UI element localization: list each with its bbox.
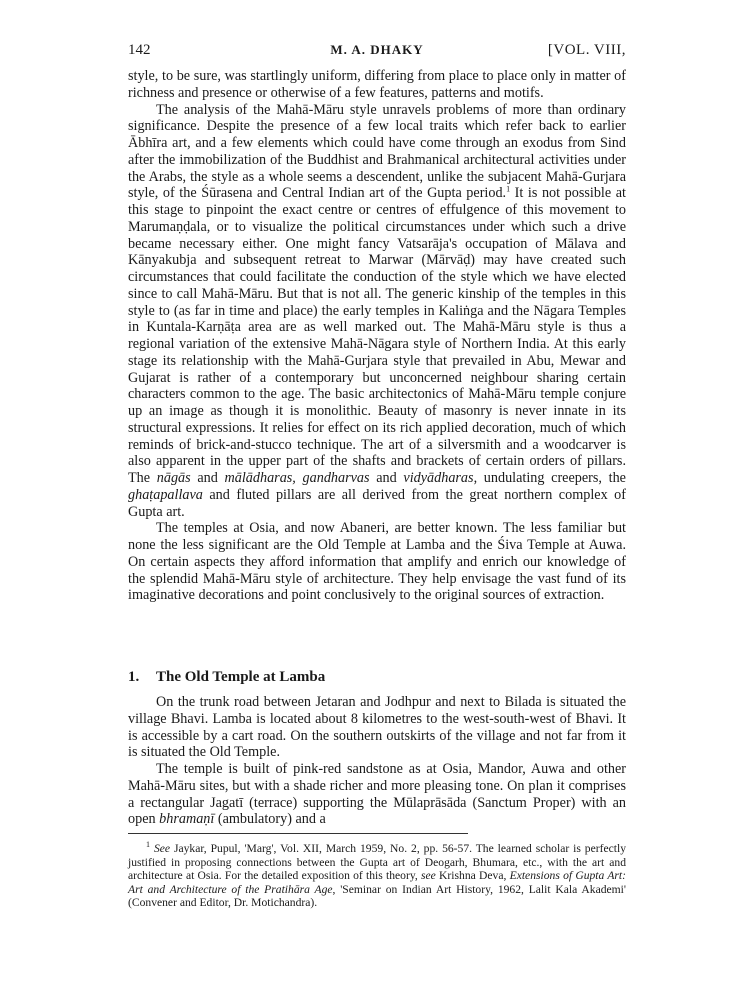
- italic-term: nāgās: [156, 470, 191, 486]
- section-title: The Old Temple at Lamba: [156, 669, 326, 685]
- italic-term: see: [421, 869, 436, 883]
- paragraph-temples: The temples at Osia, and now Abaneri, are better known. The less familiar but none the less significant are the Old Temple at Lamba and the Śiva Temple at Auwa. On certain aspects they afford information that amplify and enrich our knowledge of the splendid Mahā-Māru style of architecture. They help envisage the vast fund of its imaginative decorations and point conclusively to the original sources of extraction.: [128, 520, 626, 604]
- footnote-body: Jaykar, Pupul, 'Marg', Vol. XII, March 1959, No. 2, pp. 56-57. The learned scholar is perfectly justified in proposing connections between the Gupta art of Deogarh, Bhumara, etc., with the art and architecture at Osia. For the detailed exposition of this theory,: [128, 842, 626, 883]
- italic-term: vidyādharas: [403, 470, 474, 486]
- italic-term: bhramaṇī: [159, 811, 215, 828]
- paragraph-text: The temple is built of pink-red sandstone as at Osia, Mandor, Auwa and other Mahā-Māru sites, but with a shade richer and more pleasing tone. On plan it comprises a rectangular Jagatī (terrace) supporting the Mūlaprāsāda (Sanctum Proper) with an open: [128, 761, 626, 828]
- section-heading: [128, 667, 626, 687]
- body-text: [128, 68, 626, 604]
- footnote-text: [128, 842, 626, 910]
- footnote: [128, 842, 626, 910]
- paragraph-text: The analysis of the Mahā-Māru style unravels problems of more than ordinary significance. Despite the presence of a few local traits which refer back to earlier Ābhīra art, and a few elements which could have come through an exodus from Sind after the immobilization of the Buddhist and Brahmanical architectural activities under the Arabs, the style as a whole seems a descendent, unlike the subjacent Mahā-Gurjara style, of the Śūrasena and Central Indian art of the Gupta period.: [128, 101, 626, 202]
- paragraph-text: , undulating creepers, the: [473, 470, 626, 486]
- running-head-volume: [VOL. VIII,: [547, 42, 626, 58]
- paragraph-text: and fluted pillars are all derived from the great northern complex of Gupta art.: [128, 486, 626, 520]
- paragraph-analysis: [128, 102, 626, 521]
- section-body: [128, 694, 626, 828]
- paragraph-text: It is not possible at this stage to pinpoint the exact centre or centres of effulgence of this movement to Marumaṇḍala, or to visualize the political circumstances under which such a drive became necessary either. One might fancy Vatsarāja's occupation of Mālava and Kānyakubja and subsequent retreat to Marwar (Mārvāḍ) may have created such circumstances that could facilitate the conduction of the style which we have elected since to call Mahā-Māru. But that is not all. The generic kinship of the temples in this style to (as far in time and place) the early temples in Kaliṅga and the Nāgara Temples in Kuntala-Karṇāṭa area are as well marked out. The Mahā-Māru style is thus a regional variation of the extensive Mahā-Nāgara style of Northern India. At this early stage its relationship with the Mahā-Gurjara style that prevailed in Abu, Mewar and Gujarat is rather of a contemporary but unconcerned neighbour sharing certain characters common to the age. The basic architectonics of Mahā-Māru temple conjure up an image as though it is monolithic. Beauty of masonry is never innate in its structural expressions. It relies for effect on its rich applied decoration, much of which reminds of brick-and-stucco technique. The art of a silversmith and a woodcarver is also apparent in the upper part of the shafts and brackets of certain orders of pillars. The: [128, 185, 626, 486]
- italic-term: See: [153, 842, 171, 855]
- italic-title: Extensions of Gupta Art: Art and Architecture of the Pratihāra Age: [128, 869, 627, 896]
- footnote-body: , 'Seminar on Indian Art History, 1962, Lalit Kala Akademi' (Convener and Editor, Dr. Motichandra).: [128, 882, 626, 910]
- paragraph-text: and: [369, 470, 404, 486]
- italic-term: ghaṭapallava: [128, 486, 203, 503]
- paragraph-location: On the trunk road between Jetaran and Jodhpur and next to Bilada is situated the village Bhavi. Lamba is located about 8 kilometres to the west-south-west of Bhavi. It is accessible by a cart road. On the southern outskirts of the village and not far from it is situated the Old Temple.: [128, 694, 626, 761]
- paragraph-continued: style, to be sure, was startlingly uniform, differing from place to place only in matter of richness and presence or otherwise of a few features, patterns and motifs.: [128, 68, 626, 101]
- footnote-divider: [128, 833, 468, 834]
- paragraph-text: (ambulatory) and a: [214, 811, 326, 828]
- italic-term: mālādharas, gandharvas: [224, 470, 370, 486]
- footnote-mark: 1: [146, 840, 150, 850]
- paragraph-text: and: [190, 470, 225, 486]
- page-number: 142: [128, 42, 151, 58]
- paragraph-construction: [128, 761, 626, 828]
- running-head: [128, 40, 626, 60]
- footnote-reference[interactable]: 1: [506, 184, 511, 194]
- section-number: 1.: [128, 669, 140, 685]
- footnote-body: Krishna Deva,: [435, 869, 510, 883]
- running-head-author: M. A. DHAKY: [330, 42, 424, 57]
